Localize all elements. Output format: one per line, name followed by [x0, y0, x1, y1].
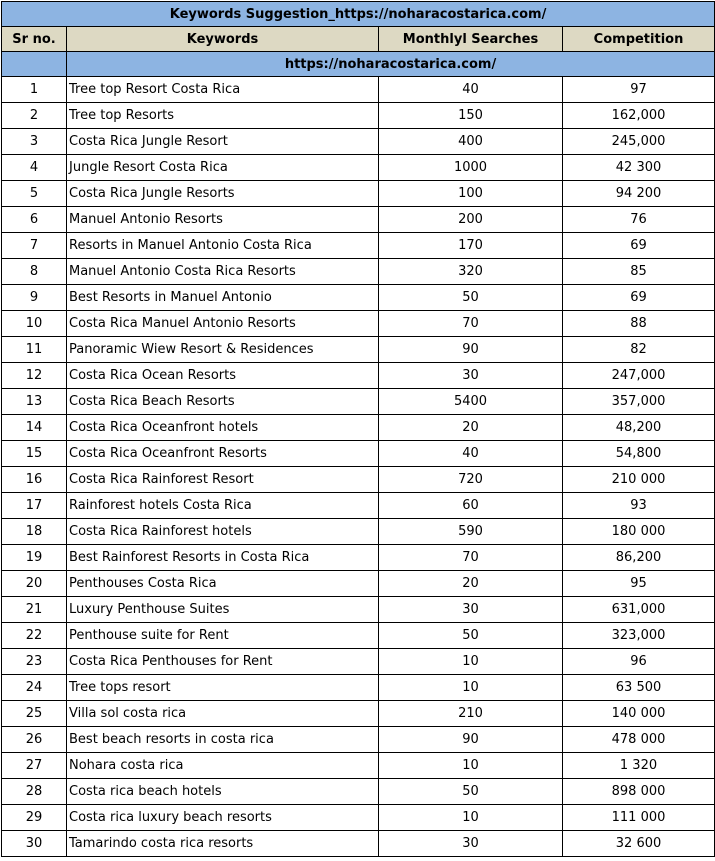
row-competition: 82: [563, 337, 715, 363]
row-keyword: Best Rainforest Resorts in Costa Rica: [67, 545, 379, 571]
section-row: [2, 52, 715, 77]
row-keyword: Resorts in Manuel Antonio Costa Rica: [67, 233, 379, 259]
row-keyword: Villa sol costa rica: [67, 701, 379, 727]
header-row: [2, 27, 715, 52]
row-competition: 48,200: [563, 415, 715, 441]
row-monthly-searches: 50: [379, 623, 563, 649]
row-sr-no: 22: [2, 623, 67, 649]
row-sr-no: 6: [2, 207, 67, 233]
row-monthly-searches: 20: [379, 571, 563, 597]
row-keyword: Penthouses Costa Rica: [67, 571, 379, 597]
table-row: [2, 623, 715, 649]
row-sr-no: 17: [2, 493, 67, 519]
table-row: [2, 649, 715, 675]
row-keyword: Manuel Antonio Costa Rica Resorts: [67, 259, 379, 285]
row-monthly-searches: 10: [379, 805, 563, 831]
header-sr-no: Sr no.: [2, 27, 67, 52]
row-competition: 898 000: [563, 779, 715, 805]
table-row: [2, 701, 715, 727]
row-keyword: Nohara costa rica: [67, 753, 379, 779]
row-keyword: Panoramic Wiew Resort & Residences: [67, 337, 379, 363]
row-competition: 111 000: [563, 805, 715, 831]
row-monthly-searches: 10: [379, 753, 563, 779]
row-monthly-searches: 30: [379, 831, 563, 857]
row-competition: 88: [563, 311, 715, 337]
row-competition: 54,800: [563, 441, 715, 467]
row-monthly-searches: 320: [379, 259, 563, 285]
table-row: [2, 129, 715, 155]
table-row: [2, 831, 715, 857]
row-competition: 86,200: [563, 545, 715, 571]
row-sr-no: 14: [2, 415, 67, 441]
row-sr-no: 13: [2, 389, 67, 415]
row-competition: 245,000: [563, 129, 715, 155]
row-keyword: Costa Rica Jungle Resorts: [67, 181, 379, 207]
row-sr-no: 26: [2, 727, 67, 753]
row-keyword: Jungle Resort Costa Rica: [67, 155, 379, 181]
row-sr-no: 2: [2, 103, 67, 129]
row-competition: 140 000: [563, 701, 715, 727]
row-keyword: Costa Rica Rainforest hotels: [67, 519, 379, 545]
row-sr-no: 30: [2, 831, 67, 857]
row-monthly-searches: 720: [379, 467, 563, 493]
row-sr-no: 25: [2, 701, 67, 727]
section-url: https://noharacostarica.com/: [67, 52, 715, 77]
row-monthly-searches: 90: [379, 337, 563, 363]
row-competition: 93: [563, 493, 715, 519]
row-sr-no: 19: [2, 545, 67, 571]
row-monthly-searches: 100: [379, 181, 563, 207]
table-row: [2, 519, 715, 545]
row-monthly-searches: 590: [379, 519, 563, 545]
table-row: [2, 207, 715, 233]
row-competition: 247,000: [563, 363, 715, 389]
table-row: [2, 779, 715, 805]
row-monthly-searches: 170: [379, 233, 563, 259]
row-competition: 357,000: [563, 389, 715, 415]
table-row: [2, 233, 715, 259]
row-sr-no: 1: [2, 77, 67, 103]
row-monthly-searches: 10: [379, 675, 563, 701]
row-monthly-searches: 200: [379, 207, 563, 233]
row-competition: 85: [563, 259, 715, 285]
row-monthly-searches: 30: [379, 363, 563, 389]
row-competition: 210 000: [563, 467, 715, 493]
row-keyword: Costa Rica Manuel Antonio Resorts: [67, 311, 379, 337]
row-monthly-searches: 10: [379, 649, 563, 675]
row-competition: 32 600: [563, 831, 715, 857]
row-monthly-searches: 150: [379, 103, 563, 129]
row-monthly-searches: 40: [379, 441, 563, 467]
row-competition: 162,000: [563, 103, 715, 129]
row-monthly-searches: 30: [379, 597, 563, 623]
table-row: [2, 155, 715, 181]
row-monthly-searches: 70: [379, 311, 563, 337]
header-monthly-searches: Monthlyl Searches: [379, 27, 563, 52]
row-sr-no: 5: [2, 181, 67, 207]
row-monthly-searches: 210: [379, 701, 563, 727]
row-keyword: Best Resorts in Manuel Antonio: [67, 285, 379, 311]
row-sr-no: 11: [2, 337, 67, 363]
row-monthly-searches: 50: [379, 779, 563, 805]
row-keyword: Tree top Resort Costa Rica: [67, 77, 379, 103]
row-competition: 631,000: [563, 597, 715, 623]
row-competition: 63 500: [563, 675, 715, 701]
row-sr-no: 7: [2, 233, 67, 259]
row-sr-no: 23: [2, 649, 67, 675]
row-sr-no: 28: [2, 779, 67, 805]
row-sr-no: 16: [2, 467, 67, 493]
table-body: [2, 77, 715, 857]
row-keyword: Luxury Penthouse Suites: [67, 597, 379, 623]
header-keywords: Keywords: [67, 27, 379, 52]
row-sr-no: 9: [2, 285, 67, 311]
row-monthly-searches: 20: [379, 415, 563, 441]
row-monthly-searches: 400: [379, 129, 563, 155]
table-row: [2, 545, 715, 571]
row-monthly-searches: 1000: [379, 155, 563, 181]
table-row: [2, 285, 715, 311]
row-sr-no: 18: [2, 519, 67, 545]
row-sr-no: 29: [2, 805, 67, 831]
row-competition: 478 000: [563, 727, 715, 753]
header-competition: Competition: [563, 27, 715, 52]
row-keyword: Tamarindo costa rica resorts: [67, 831, 379, 857]
row-sr-no: 4: [2, 155, 67, 181]
section-sr-cell: [2, 52, 67, 77]
table-row: [2, 805, 715, 831]
row-keyword: Rainforest hotels Costa Rica: [67, 493, 379, 519]
row-keyword: Best beach resorts in costa rica: [67, 727, 379, 753]
row-sr-no: 12: [2, 363, 67, 389]
row-competition: 94 200: [563, 181, 715, 207]
table-row: [2, 467, 715, 493]
row-keyword: Costa Rica Jungle Resort: [67, 129, 379, 155]
row-competition: 95: [563, 571, 715, 597]
row-monthly-searches: 90: [379, 727, 563, 753]
row-competition: 180 000: [563, 519, 715, 545]
row-sr-no: 27: [2, 753, 67, 779]
row-sr-no: 20: [2, 571, 67, 597]
row-competition: 96: [563, 649, 715, 675]
row-competition: 69: [563, 285, 715, 311]
row-competition: 323,000: [563, 623, 715, 649]
table-row: [2, 415, 715, 441]
row-keyword: Manuel Antonio Resorts: [67, 207, 379, 233]
table-row: [2, 103, 715, 129]
row-keyword: Costa Rica Oceanfront hotels: [67, 415, 379, 441]
row-sr-no: 3: [2, 129, 67, 155]
row-monthly-searches: 60: [379, 493, 563, 519]
row-monthly-searches: 40: [379, 77, 563, 103]
table-row: [2, 597, 715, 623]
row-sr-no: 15: [2, 441, 67, 467]
row-competition: 97: [563, 77, 715, 103]
table-row: [2, 259, 715, 285]
row-sr-no: 21: [2, 597, 67, 623]
table-row: [2, 441, 715, 467]
row-sr-no: 10: [2, 311, 67, 337]
table-row: [2, 493, 715, 519]
table-row: [2, 571, 715, 597]
table-row: [2, 77, 715, 103]
row-keyword: Costa rica beach hotels: [67, 779, 379, 805]
row-competition: 42 300: [563, 155, 715, 181]
keywords-table: [1, 1, 715, 857]
row-sr-no: 24: [2, 675, 67, 701]
row-keyword: Costa Rica Rainforest Resort: [67, 467, 379, 493]
row-competition: 69: [563, 233, 715, 259]
row-monthly-searches: 70: [379, 545, 563, 571]
table-row: [2, 675, 715, 701]
row-monthly-searches: 50: [379, 285, 563, 311]
row-keyword: Costa rica luxury beach resorts: [67, 805, 379, 831]
row-keyword: Tree tops resort: [67, 675, 379, 701]
row-keyword: Costa Rica Penthouses for Rent: [67, 649, 379, 675]
row-sr-no: 8: [2, 259, 67, 285]
row-monthly-searches: 5400: [379, 389, 563, 415]
row-keyword: Costa Rica Beach Resorts: [67, 389, 379, 415]
table-row: [2, 727, 715, 753]
table-row: [2, 181, 715, 207]
table-row: [2, 363, 715, 389]
row-competition: 1 320: [563, 753, 715, 779]
row-keyword: Tree top Resorts: [67, 103, 379, 129]
table-row: [2, 753, 715, 779]
table-row: [2, 311, 715, 337]
row-keyword: Costa Rica Ocean Resorts: [67, 363, 379, 389]
table-row: [2, 337, 715, 363]
row-keyword: Penthouse suite for Rent: [67, 623, 379, 649]
table-row: [2, 389, 715, 415]
row-competition: 76: [563, 207, 715, 233]
title-row: [2, 2, 715, 27]
row-keyword: Costa Rica Oceanfront Resorts: [67, 441, 379, 467]
table-title: Keywords Suggestion_https://noharacostarica.com/: [2, 2, 715, 27]
